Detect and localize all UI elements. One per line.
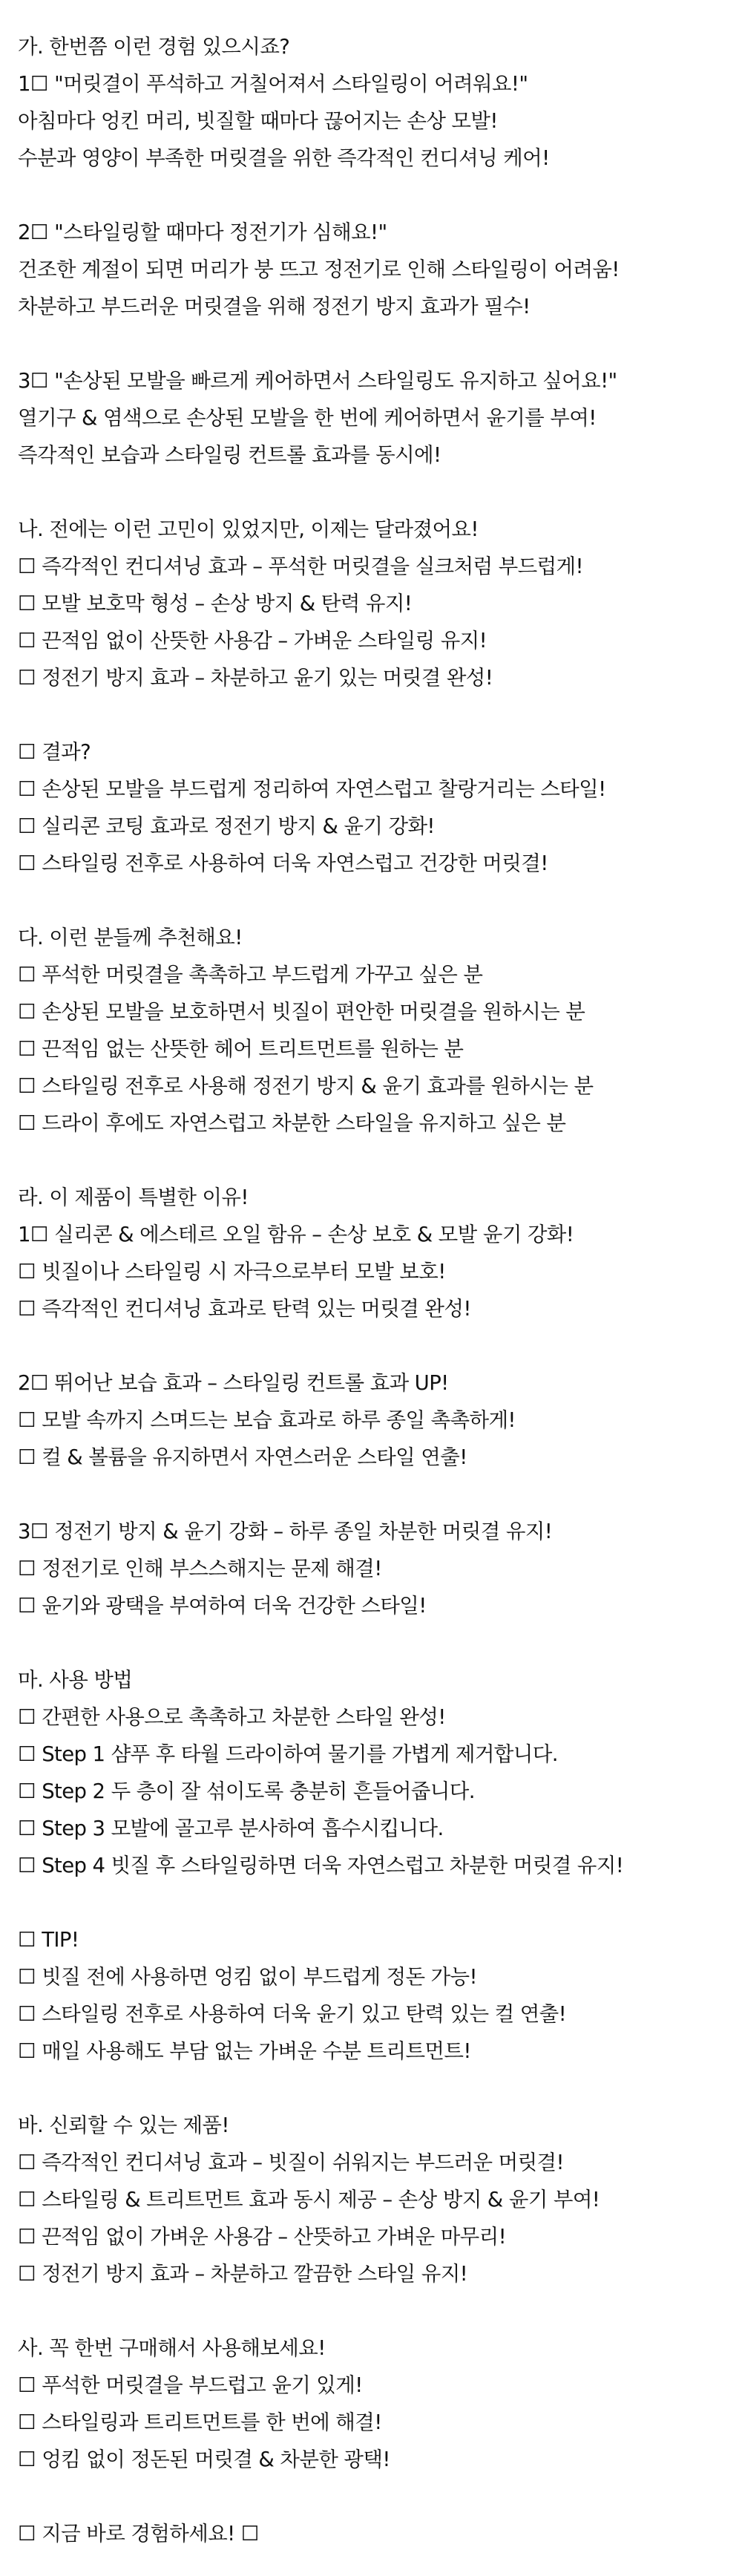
text-line: ☐ 결과? (18, 740, 91, 764)
section-heading-ga: 가. 한번쯤 이런 경험 있으시죠? (18, 35, 290, 59)
text-line: ☐ 모발 속까지 스며드는 보습 효과로 하루 종일 촉촉하게! (18, 1408, 516, 1432)
text-line: ☐ Step 1 샴푸 후 타월 드라이하여 물기를 가볍게 제거합니다. (18, 1742, 558, 1766)
text-line: ☐ 즉각적인 컨디셔닝 효과로 탄력 있는 머릿결 완성! (18, 1297, 471, 1321)
text-line: ☐ 끈적임 없이 산뜻한 사용감 – 가벼운 스타일링 유지! (18, 629, 487, 653)
text-line: ☐ 손상된 모발을 보호하면서 빗질이 편안한 머릿결을 원하시는 분 (18, 1000, 585, 1024)
text-line: ☐ 엉킴 없이 정돈된 머릿결 & 차분한 광택! (18, 2448, 390, 2471)
section-heading-ma: 마. 사용 방법 (18, 1668, 133, 1692)
text-line: ☐ 푸석한 머릿결을 부드럽고 윤기 있게! (18, 2373, 363, 2397)
text-line: ☐ TIP! (18, 1928, 79, 1952)
text-line: 3☐ "손상된 모발을 빠르게 케어하면서 스타일링도 유지하고 싶어요!" (18, 369, 617, 393)
paragraph-gap (18, 1327, 742, 1364)
text-line: 2☐ "스타일링할 때마다 정전기가 심해요!" (18, 220, 387, 244)
text-line: ☐ 손상된 모발을 부드럽게 정리하여 자연스럽고 찰랑거리는 스타일! (18, 777, 606, 801)
text-line: ☐ Step 3 모발에 골고루 분사하여 흡수시킵니다. (18, 1817, 444, 1840)
text-line: 건조한 계절이 되면 머리가 붕 뜨고 정전기로 인해 스타일링이 어려움! (18, 258, 620, 281)
section-heading-ba: 바. 신뢰할 수 있는 제품! (18, 2114, 229, 2137)
section-heading-na: 나. 전에는 이런 고민이 있었지만, 이제는 달라졌어요! (18, 517, 479, 541)
text-line: ☐ 푸석한 머릿결을 촉촉하고 부드럽게 가꾸고 싶은 분 (18, 963, 483, 987)
text-line: 즉각적인 보습과 스타일링 컨트롤 효과를 동시에! (18, 443, 441, 467)
text-line: ☐ 스타일링 & 트리트먼트 효과 동시 제공 – 손상 방지 & 윤기 부여! (18, 2188, 600, 2211)
text-line: 3☐ 정전기 방지 & 윤기 강화 – 하루 종일 차분한 머릿결 유지! (18, 1520, 553, 1543)
text-line: ☐ 실리콘 코팅 효과로 정전기 방지 & 윤기 강화! (18, 814, 435, 838)
text-line: ☐ 드라이 후에도 자연스럽고 차분한 스타일을 유지하고 싶은 분 (18, 1111, 566, 1135)
text-line: ☐ Step 4 빗질 후 스타일링하면 더욱 자연스럽고 차분한 머릿결 유지! (18, 1854, 624, 1877)
text-line: ☐ 끈적임 없는 산뜻한 헤어 트리트먼트를 원하는 분 (18, 1037, 464, 1061)
section-heading-da: 다. 이런 분들께 추천해요! (18, 926, 243, 949)
text-line: ☐ 정전기로 인해 부스스해지는 문제 해결! (18, 1557, 382, 1580)
text-line: ☐ Step 2 두 층이 잘 섞이도록 충분히 흔들어줍니다. (18, 1779, 475, 1803)
text-line: ☐ 스타일링 전후로 사용해 정전기 방지 & 윤기 효과를 원하시는 분 (18, 1074, 594, 1098)
text-line: 1☐ "머릿결이 푸석하고 거칠어져서 스타일링이 어려워요!" (18, 72, 528, 96)
text-line: ☐ 빗질이나 스타일링 시 자극으로부터 모발 보호! (18, 1260, 446, 1284)
paragraph-gap (18, 882, 742, 919)
text-line: 열기구 & 염색으로 손상된 모발을 한 번에 케어하면서 윤기를 부여! (18, 406, 597, 430)
text-line: ☐ 끈적임 없이 가벼운 사용감 – 산뜻하고 가벼운 마무리! (18, 2225, 507, 2249)
paragraph-gap (18, 177, 742, 214)
paragraph-gap (18, 1142, 742, 1179)
paragraph-gap (18, 2478, 742, 2515)
paragraph-gap (18, 696, 742, 733)
text-line: ☐ 모발 보호막 형성 – 손상 방지 & 탄력 유지! (18, 592, 413, 615)
text-line: ☐ 컬 & 볼륨을 유지하면서 자연스러운 스타일 연출! (18, 1445, 467, 1469)
text-line: 차분하고 부드러운 머릿결을 위해 정전기 방지 효과가 필수! (18, 295, 531, 318)
text-line: ☐ 스타일링 전후로 사용하여 더욱 윤기 있고 탄력 있는 컬 연출! (18, 2002, 567, 2026)
text-line: ☐ 스타일링과 트리트먼트를 한 번에 해결! (18, 2410, 382, 2434)
text-line: ☐ 매일 사용해도 부담 없는 가벼운 수분 트리트먼트! (18, 2039, 471, 2063)
text-line: ☐ 스타일링 전후로 사용하여 더욱 자연스럽고 건강한 머릿결! (18, 851, 548, 875)
text-line: 2☐ 뛰어난 보습 효과 – 스타일링 컨트롤 효과 UP! (18, 1371, 449, 1395)
text-line: ☐ 정전기 방지 효과 – 차분하고 윤기 있는 머릿결 완성! (18, 666, 493, 690)
paragraph-gap (18, 474, 742, 511)
paragraph-gap (18, 1476, 742, 1513)
section-heading-sa: 사. 꼭 한번 구매해서 사용해보세요! (18, 2336, 326, 2360)
paragraph-gap (18, 2070, 742, 2107)
text-line: ☐ 빗질 전에 사용하면 엉킴 없이 부드럽게 정돈 가능! (18, 1965, 477, 1989)
text-line: ☐ 즉각적인 컨디셔닝 효과 – 푸석한 머릿결을 실크처럼 부드럽게! (18, 555, 583, 578)
paragraph-gap (18, 325, 742, 362)
text-line: 수분과 영양이 부족한 머릿결을 위한 즉각적인 컨디셔닝 케어! (18, 146, 550, 170)
paragraph-gap (18, 1624, 742, 1661)
text-line: ☐ 지금 바로 경험하세요! ☐ (18, 2522, 259, 2546)
text-line: 1☐ 실리콘 & 에스테르 오일 함유 – 손상 보호 & 모발 윤기 강화! (18, 1223, 574, 1246)
paragraph-gap (18, 2292, 742, 2330)
section-heading-ra: 라. 이 제품이 특별한 이유! (18, 1186, 249, 1209)
text-line: ☐ 즉각적인 컨디셔닝 효과 – 빗질이 쉬워지는 부드러운 머릿결! (18, 2151, 564, 2174)
text-line: ☐ 간편한 사용으로 촉촉하고 차분한 스타일 완성! (18, 1705, 446, 1729)
text-line: ☐ 윤기와 광택을 부여하여 더욱 건강한 스타일! (18, 1594, 427, 1618)
text-line: ☐ 정전기 방지 효과 – 차분하고 깔끔한 스타일 유지! (18, 2262, 468, 2286)
text-line: 아침마다 엉킨 머리, 빗질할 때마다 끊어지는 손상 모발! (18, 109, 498, 133)
paragraph-gap (18, 1884, 742, 1921)
